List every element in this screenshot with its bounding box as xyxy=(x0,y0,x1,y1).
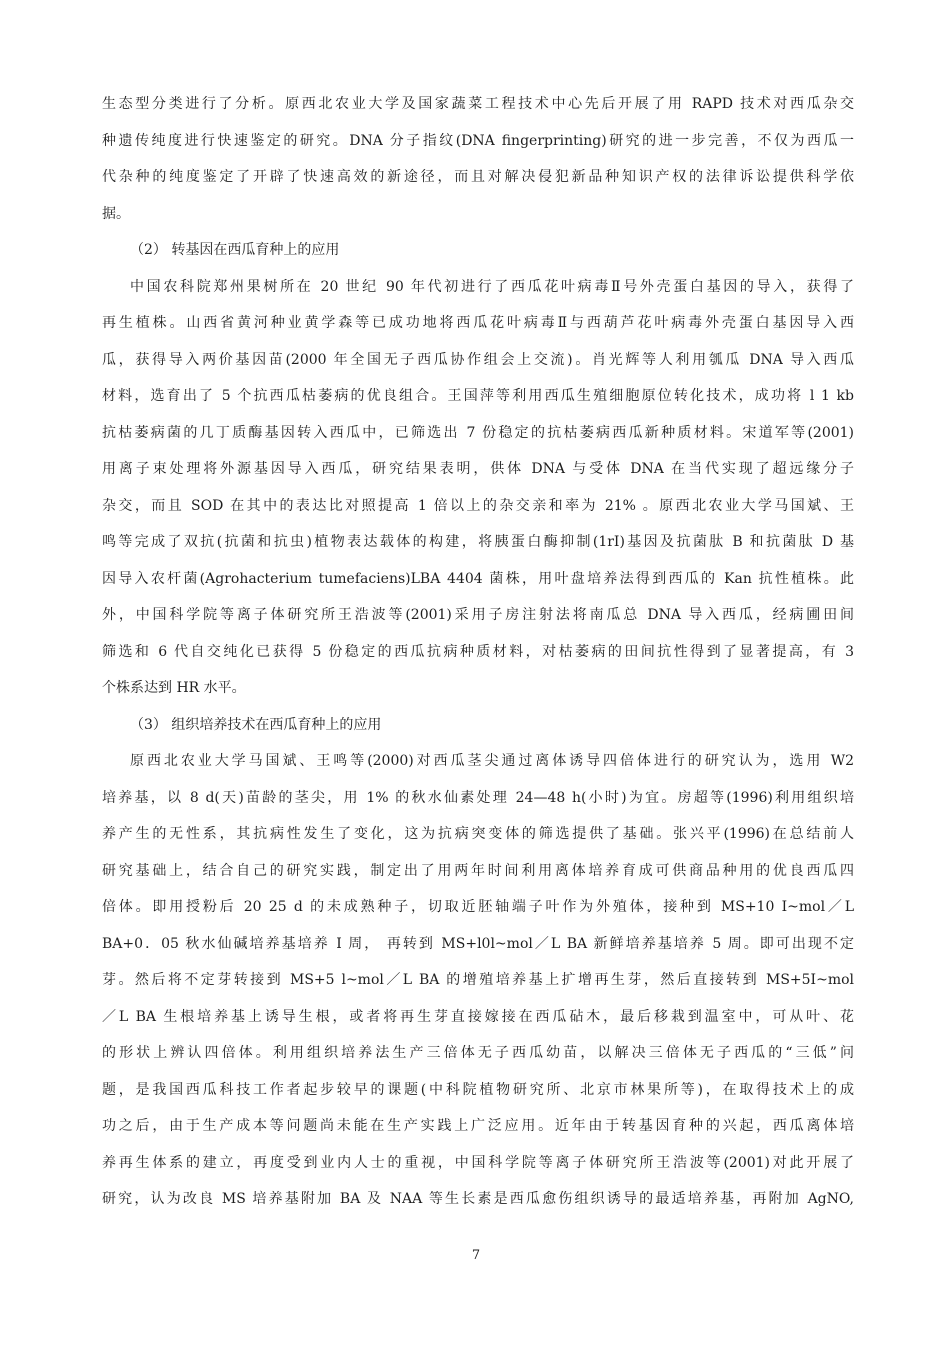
text-line: 研究，认为改良 MS 培养基附加 BA 及 NAA 等生长素是西瓜愈伤组织诱导的最适培养基，再附加 AgNO, xyxy=(102,1191,854,1207)
text-line: 个株系达到 HR 水平。 xyxy=(102,680,246,696)
document-body xyxy=(102,86,854,1218)
text-line: 倍体。即用授粉后 20 25 d 的未成熟种子，切取近胚轴端子叶作为外殖体，接种到 MS+10 I~mol／L xyxy=(102,899,854,915)
paragraph-2 xyxy=(102,269,854,707)
text-line: 用离子束处理将外源基因导入西瓜，研究结果表明，供体 DNA 与受体 DNA 在当代实现了超远缘分子 xyxy=(102,461,854,477)
text-line: 功之后，由于生产成本等问题尚未能在生产实践上广泛应用。近年由于转基因育种的兴起，西瓜离体培 xyxy=(102,1118,854,1134)
text-line: BA+0．05 秋水仙碱培养基培养 I 周， 再转到 MS+l0l~mol／L BA 新鲜培养基培养 5 周。即可出现不定 xyxy=(102,935,854,952)
paragraph-3 xyxy=(102,743,854,1218)
text-line: 因导入农杆菌(Agrohacterium tumefaciens)LBA 4404 菌株，用叶盘培养法得到西瓜的 Kan 抗性植株。此 xyxy=(102,570,854,587)
section-heading-2: （2） 转基因在西瓜育种上的应用 xyxy=(130,242,340,258)
text-line: 种遗传纯度进行快速鉴定的研究。DNA 分子指纹(DNA fingerprinting)研究的进一步完善，不仅为西瓜一 xyxy=(102,132,854,149)
section-heading-3: （3） 组织培养技术在西瓜育种上的应用 xyxy=(130,716,382,733)
text-line: 瓜，获得导入两价基因苗(2000 年全国无子西瓜协作组会上交流)。肖光辉等人利用瓠瓜 DNA 导入西瓜 xyxy=(102,351,854,368)
text-line: 筛选和 6 代自交纯化已获得 5 份稳定的西瓜抗病种质材料，对枯萎病的田间抗性得到了显著提高，有 3 xyxy=(102,643,854,660)
text-line: 的形状上辨认四倍体。利用组织培养法生产三倍体无子西瓜幼苗，以解决三倍体无子西瓜的“三低”问 xyxy=(102,1045,854,1061)
text-line: 材料，选育出了 5 个抗西瓜枯萎病的优良组合。王国萍等利用西瓜生殖细胞原位转化技术，成功将 l 1 kb xyxy=(102,388,854,404)
page-number: 7 xyxy=(471,1248,481,1263)
text-line: 鸣等完成了双抗(抗菌和抗虫)植物表达载体的构建，将胰蛋白酶抑制(1rI)基因及抗菌肽 B 和抗菌肽 D 基 xyxy=(102,534,854,550)
text-line: 培养基，以 8 d(天)苗龄的茎尖，用 1% 的秋水仙素处理 24—48 h(小时)为宜。房超等(1996)利用组织培 xyxy=(102,789,854,806)
text-line: 抗枯萎病菌的几丁质酶基因转入西瓜中，已筛选出 7 份稳定的抗枯萎病西瓜新种质材料。宋道军等(2001) xyxy=(102,424,854,441)
text-line: 再生植株。山西省黄河种业黄学森等已成功地将西瓜花叶病毒Ⅱ与西葫芦花叶病毒外壳蛋白基因导入西 xyxy=(102,315,854,331)
text-line: 外，中国科学院等离子体研究所王浩波等(2001)采用子房注射法将南瓜总 DNA 导入西瓜，经病圃田间 xyxy=(102,607,854,623)
text-line: 中国农科院郑州果树所在 20 世纪 90 年代初进行了西瓜花叶病毒Ⅱ号外壳蛋白基因的导入，获得了 xyxy=(130,278,854,295)
text-line: 养再生体系的建立，再度受到业内人士的重视，中国科学院等离子体研究所王浩波等(2001)对此开展了 xyxy=(102,1154,854,1171)
text-line: 研究基础上，结合自己的研究实践，制定出了用两年时间利用离体培养育成可供商品种用的优良西瓜四 xyxy=(102,862,854,879)
text-line: 代杂种的纯度鉴定了开辟了快速高效的新途径，而且对解决侵犯新品种知识产权的法律诉讼提供科学依 xyxy=(102,169,854,185)
text-line: 题，是我国西瓜科技工作者起步较早的课题(中科院植物研究所、北京市林果所等)，在取得技术上的成 xyxy=(102,1081,854,1098)
text-line: 原西北农业大学马国斌、王鸣等(2000)对西瓜茎尖通过离体诱导四倍体进行的研究认为，选用 W2 xyxy=(130,753,854,769)
text-line: 生态型分类进行了分析。原西北农业大学及国家蔬菜工程技术中心先后开展了用 RAPD 技术对西瓜杂交 xyxy=(102,96,854,112)
text-line: 养产生的无性系，其抗病性发生了变化，这为抗病突变体的筛选提供了基础。张兴平(1996)在总结前人 xyxy=(102,826,854,842)
text-line: 据。 xyxy=(102,205,130,222)
text-line: ／L BA 生根培养基上诱导生根，或者将再生芽直接嫁接在西瓜砧木，最后移栽到温室中，可从叶、花 xyxy=(102,1008,854,1025)
paragraph-1 xyxy=(102,86,854,232)
text-line: 杂交，而且 SOD 在其中的表达比对照提高 1 倍以上的杂交亲和率为 21% 。原西北农业大学马国斌、王 xyxy=(102,497,854,514)
text-line: 芽。然后将不定芽转接到 MS+5 l~mol／L BA 的增殖培养基上扩增再生芽，然后直接转到 MS+5I~mol xyxy=(102,972,854,988)
